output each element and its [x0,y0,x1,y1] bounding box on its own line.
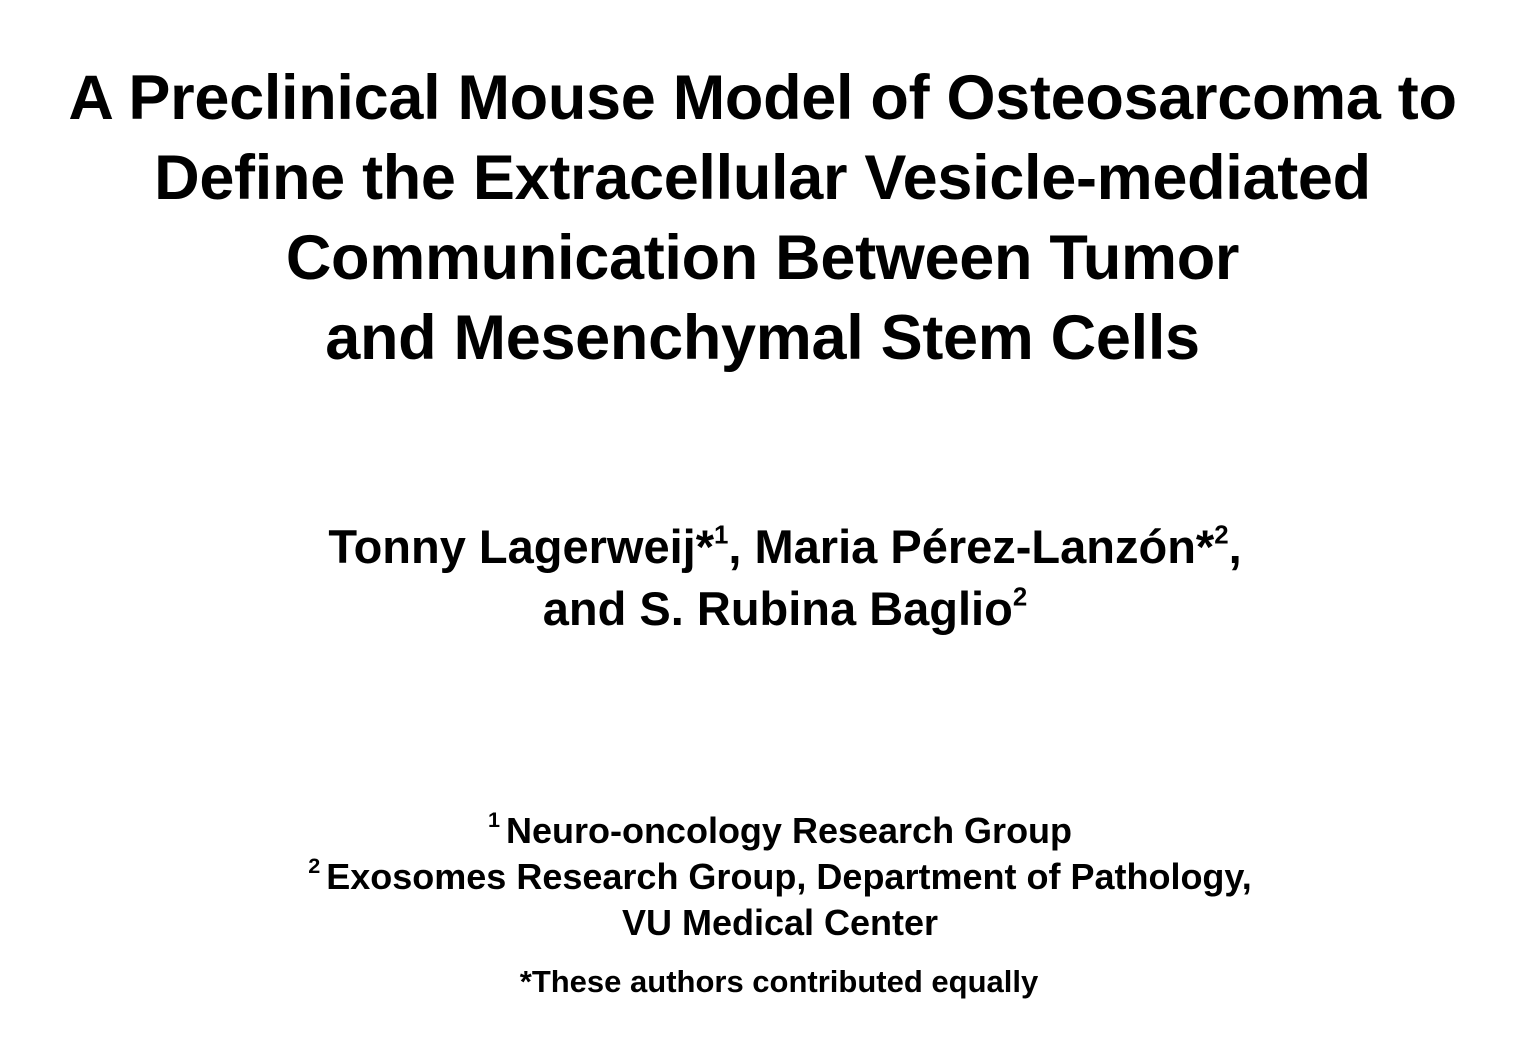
equal-contribution-mark: * [1195,520,1215,573]
author-name: Tonny Lagerweij [328,520,696,573]
affiliation-number: 1 [487,806,500,832]
title-line-2: Define the Extracellular Vesicle-mediated [154,143,1371,213]
author-name: S. Rubina Baglio [639,582,1013,635]
author-name: Maria Pérez-Lanzón [754,520,1196,573]
affiliation-text: VU Medical Center [621,902,939,943]
affiliations [0,808,1525,946]
page-title [0,58,1525,378]
affiliation-2 [0,854,1525,900]
author-line-2 [0,578,1525,640]
affiliation-text: Neuro-oncology Research Group [505,810,1073,851]
title-line-1: A Preclinical Mouse Model of Osteosarcoma to [68,63,1457,133]
affiliation-text: Exosomes Research Group, Department of Pathology, [326,856,1252,897]
equal-contribution-mark: * [695,520,715,573]
title-line-4: and Mesenchymal Stem Cells [325,303,1200,373]
author-separator: , [728,520,755,573]
author-conjunction: and [542,582,640,635]
affiliation-superscript: 1 [714,521,729,550]
title-line-3: Communication Between Tumor [285,223,1240,293]
author-list [0,516,1525,640]
affiliation-superscript: 2 [1214,521,1229,550]
author-line-1 [0,516,1525,578]
equal-contribution-note: *These authors contributed equally [519,964,1039,999]
affiliation-superscript: 2 [1012,583,1028,612]
affiliation-2-continued [0,900,1525,946]
affiliation-1 [0,808,1525,854]
author-separator: , [1228,520,1242,573]
affiliation-number: 2 [308,852,321,878]
